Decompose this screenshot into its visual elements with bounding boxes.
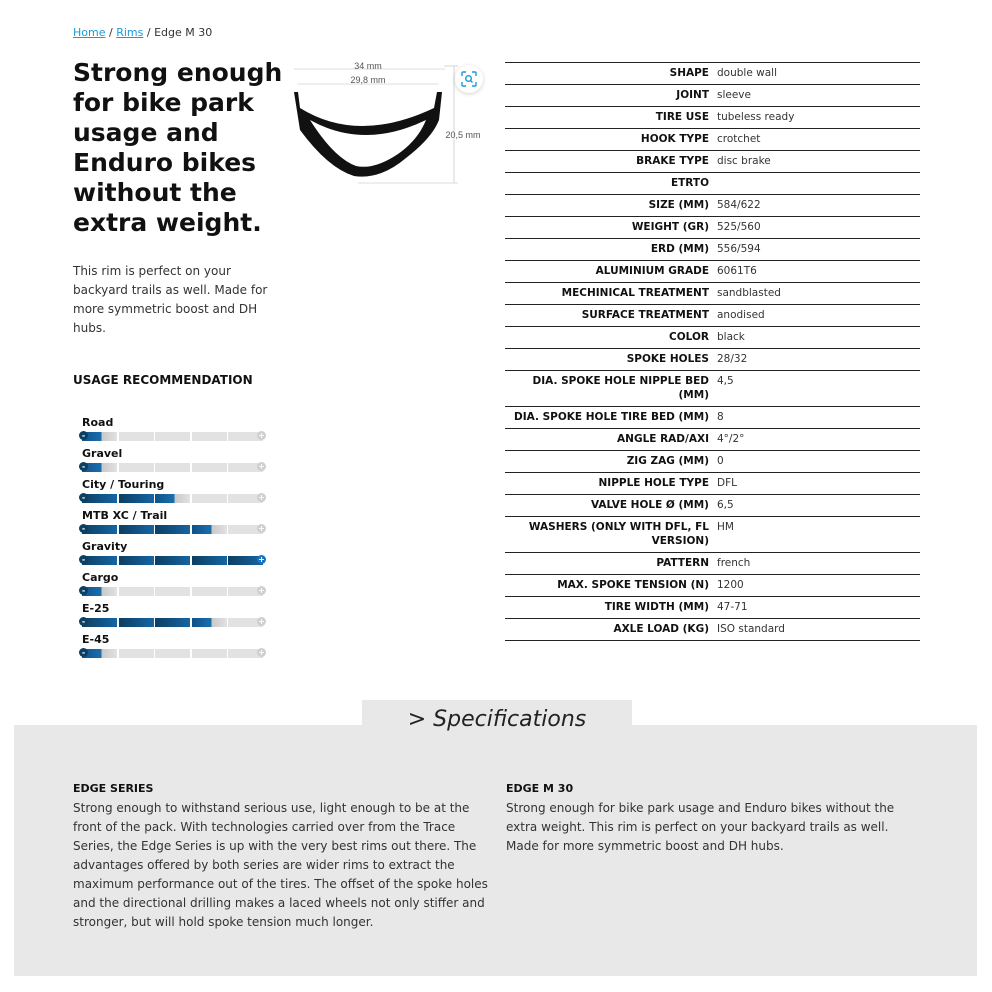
minus-icon: - — [79, 493, 88, 502]
usage-level-bar — [82, 463, 263, 472]
breadcrumb-separator: / — [108, 26, 113, 39]
minus-icon: - — [79, 617, 88, 626]
usage-item — [82, 602, 263, 633]
plus-icon: + — [258, 617, 265, 626]
usage-item-label: E-45 — [82, 633, 110, 646]
usage-item-label: City / Touring — [82, 478, 165, 491]
usage-level-segment — [192, 463, 227, 472]
spec-value: ISO standard — [717, 619, 920, 641]
spec-row — [505, 107, 920, 129]
spec-row — [505, 85, 920, 107]
spec-row — [505, 283, 920, 305]
usage-level-segment — [155, 587, 190, 596]
plus-icon: + — [258, 462, 265, 471]
minus-icon: - — [79, 431, 88, 440]
spec-key: AXLE LOAD (KG) — [505, 619, 717, 641]
spec-value: 47-71 — [717, 597, 920, 619]
spec-key: PATTERN — [505, 553, 717, 575]
spec-value: 0 — [717, 451, 920, 473]
plus-icon: + — [258, 586, 265, 595]
spec-key: SIZE (MM) — [505, 195, 717, 217]
spec-key: SPOKE HOLES — [505, 349, 717, 371]
usage-level-bar — [82, 587, 263, 596]
spec-key: TIRE USE — [505, 107, 717, 129]
model-description — [506, 782, 921, 856]
spec-value: disc brake — [717, 151, 920, 173]
spec-value: 556/594 — [717, 239, 920, 261]
spec-key: COLOR — [505, 327, 717, 349]
usage-level-segment — [155, 463, 190, 472]
spec-key: MECHINICAL TREATMENT — [505, 283, 717, 305]
spec-value: 6061T6 — [717, 261, 920, 283]
usage-recommendation-title: USAGE RECOMMENDATION — [73, 373, 253, 387]
usage-level-segment — [192, 525, 227, 534]
usage-item — [82, 540, 263, 571]
specifications-table — [505, 62, 920, 641]
usage-level-bar — [82, 525, 263, 534]
product-intro: This rim is perfect on your backyard trails as well. Made for more symmetric boost and DH hubs. — [73, 264, 268, 335]
spec-value: 525/560 — [717, 217, 920, 239]
spec-value: 4°/2° — [717, 429, 920, 451]
usage-level-segment — [119, 463, 154, 472]
spec-row — [505, 407, 920, 429]
spec-value: 1200 — [717, 575, 920, 597]
usage-level-segment — [119, 587, 154, 596]
spec-key: DIA. SPOKE HOLE TIRE BED (MM) — [505, 407, 717, 429]
breadcrumb-home-link[interactable]: Home — [73, 26, 106, 39]
spec-value: 6,5 — [717, 495, 920, 517]
series-text: Strong enough to withstand serious use, light enough to be at the front of the pack. With technologies carried over from the Trace Series, the Edge Series is up with the very best rims out there. The advantages offered by both series are wider rims to extract the maximum performance out of the tires. The offset of the spoke holes and the directional drilling makes a laced wheels not only stiffer and stronger, but will hold spoke tension much longer. — [73, 801, 488, 929]
spec-key: SURFACE TREATMENT — [505, 305, 717, 327]
usage-level-segment — [155, 432, 190, 441]
spec-key: WASHERS (ONLY WITH DFL, FL VERSION) — [505, 517, 717, 553]
usage-level-segment — [192, 494, 227, 503]
breadcrumb-separator: / — [146, 26, 151, 39]
usage-level-segment — [155, 649, 190, 658]
spec-value: anodised — [717, 305, 920, 327]
minus-icon: - — [79, 462, 88, 471]
usage-level-bar — [82, 556, 263, 565]
plus-icon: + — [258, 648, 265, 657]
usage-item — [82, 478, 263, 509]
spec-key: TIRE WIDTH (MM) — [505, 597, 717, 619]
rim-inner-width: 29,8 mm — [350, 75, 386, 85]
spec-row — [505, 261, 920, 283]
plus-icon: + — [258, 555, 265, 564]
model-text: Strong enough for bike park usage and Enduro bikes without the extra weight. This rim is perfect on your backyard trails as well. Made for more symmetric boost and DH hubs. — [506, 801, 895, 853]
spec-key: ERD (MM) — [505, 239, 717, 261]
rim-outer-width: 34 mm — [354, 61, 382, 71]
spec-row — [505, 371, 920, 407]
spec-row — [505, 63, 920, 85]
usage-level-segment — [155, 556, 190, 565]
spec-row — [505, 195, 920, 217]
usage-level-segment — [155, 618, 190, 627]
plus-icon: + — [258, 493, 265, 502]
plus-icon: + — [258, 524, 265, 533]
model-title: EDGE M 30 — [506, 782, 574, 795]
rim-height: 20,5 mm — [445, 130, 481, 140]
spec-row — [505, 575, 920, 597]
spec-key: ALUMINIUM GRADE — [505, 261, 717, 283]
spec-row — [505, 553, 920, 575]
spec-key: SHAPE — [505, 63, 717, 85]
spec-value: crotchet — [717, 129, 920, 151]
spec-row — [505, 429, 920, 451]
usage-level-segment — [192, 587, 227, 596]
usage-level-segment — [119, 618, 154, 627]
usage-level-segment — [192, 556, 227, 565]
usage-level-bar — [82, 494, 263, 503]
spec-value: HM — [717, 517, 920, 553]
spec-value: 584/622 — [717, 195, 920, 217]
spec-value: double wall — [717, 63, 920, 85]
spec-key: DIA. SPOKE HOLE NIPPLE BED (MM) — [505, 371, 717, 407]
spec-key: JOINT — [505, 85, 717, 107]
breadcrumb-current: Edge M 30 — [154, 26, 213, 39]
usage-item — [82, 447, 263, 478]
spec-value: 28/32 — [717, 349, 920, 371]
product-headline: Strong enough for bike park usage and Enduro bikes without the extra weight. — [73, 58, 283, 237]
usage-recommendation-list — [82, 416, 263, 664]
spec-key: ETRTO — [505, 173, 717, 195]
usage-level-segment — [119, 556, 154, 565]
spec-row — [505, 129, 920, 151]
breadcrumb-rims-link[interactable]: Rims — [116, 26, 144, 39]
usage-level-segment — [119, 525, 154, 534]
minus-icon: - — [79, 524, 88, 533]
usage-level-segment — [192, 618, 227, 627]
usage-level-bar — [82, 618, 263, 627]
spec-row — [505, 473, 920, 495]
tab-specifications[interactable]: > Specifications — [362, 700, 632, 740]
spec-key: MAX. SPOKE TENSION (N) — [505, 575, 717, 597]
usage-level-segment — [119, 649, 154, 658]
usage-item-label: Road — [82, 416, 114, 429]
usage-level-segment — [155, 525, 190, 534]
usage-level-segment — [192, 649, 227, 658]
spec-value: french — [717, 553, 920, 575]
usage-item — [82, 416, 263, 447]
usage-item — [82, 509, 263, 540]
breadcrumb — [73, 26, 212, 39]
series-title: EDGE SERIES — [73, 782, 154, 795]
series-description — [73, 782, 491, 932]
spec-row — [505, 151, 920, 173]
spec-row — [505, 451, 920, 473]
zoom-button[interactable] — [455, 65, 483, 93]
spec-value: sleeve — [717, 85, 920, 107]
spec-row — [505, 239, 920, 261]
spec-row — [505, 619, 920, 641]
spec-key: ANGLE RAD/AXI — [505, 429, 717, 451]
minus-icon: - — [79, 586, 88, 595]
usage-item-label: E-25 — [82, 602, 110, 615]
minus-icon: - — [79, 555, 88, 564]
usage-item-label: Gravel — [82, 447, 123, 460]
usage-level-bar — [82, 649, 263, 658]
usage-level-segment — [155, 494, 190, 503]
usage-level-bar — [82, 432, 263, 441]
usage-item — [82, 633, 263, 664]
spec-row — [505, 173, 920, 195]
spec-value — [717, 173, 920, 195]
spec-value: sandblasted — [717, 283, 920, 305]
usage-item-label: Cargo — [82, 571, 119, 584]
spec-value: 4,5 — [717, 371, 920, 407]
plus-icon: + — [258, 431, 265, 440]
spec-key: HOOK TYPE — [505, 129, 717, 151]
spec-value: black — [717, 327, 920, 349]
usage-item-label: Gravity — [82, 540, 128, 553]
spec-value: tubeless ready — [717, 107, 920, 129]
spec-key: ZIG ZAG (MM) — [505, 451, 717, 473]
spec-row — [505, 327, 920, 349]
spec-key: VALVE HOLE Ø (MM) — [505, 495, 717, 517]
spec-value: 8 — [717, 407, 920, 429]
zoom-icon — [461, 71, 477, 87]
usage-level-segment — [192, 432, 227, 441]
usage-item — [82, 571, 263, 602]
spec-value: DFL — [717, 473, 920, 495]
spec-key: BRAKE TYPE — [505, 151, 717, 173]
spec-row — [505, 217, 920, 239]
spec-row — [505, 305, 920, 327]
spec-row — [505, 517, 920, 553]
spec-row — [505, 495, 920, 517]
usage-level-segment — [119, 432, 154, 441]
minus-icon: - — [79, 648, 88, 657]
usage-level-segment — [119, 494, 154, 503]
usage-item-label: MTB XC / Trail — [82, 509, 168, 522]
spec-key: WEIGHT (GR) — [505, 217, 717, 239]
spec-row — [505, 349, 920, 371]
spec-row — [505, 597, 920, 619]
spec-key: NIPPLE HOLE TYPE — [505, 473, 717, 495]
